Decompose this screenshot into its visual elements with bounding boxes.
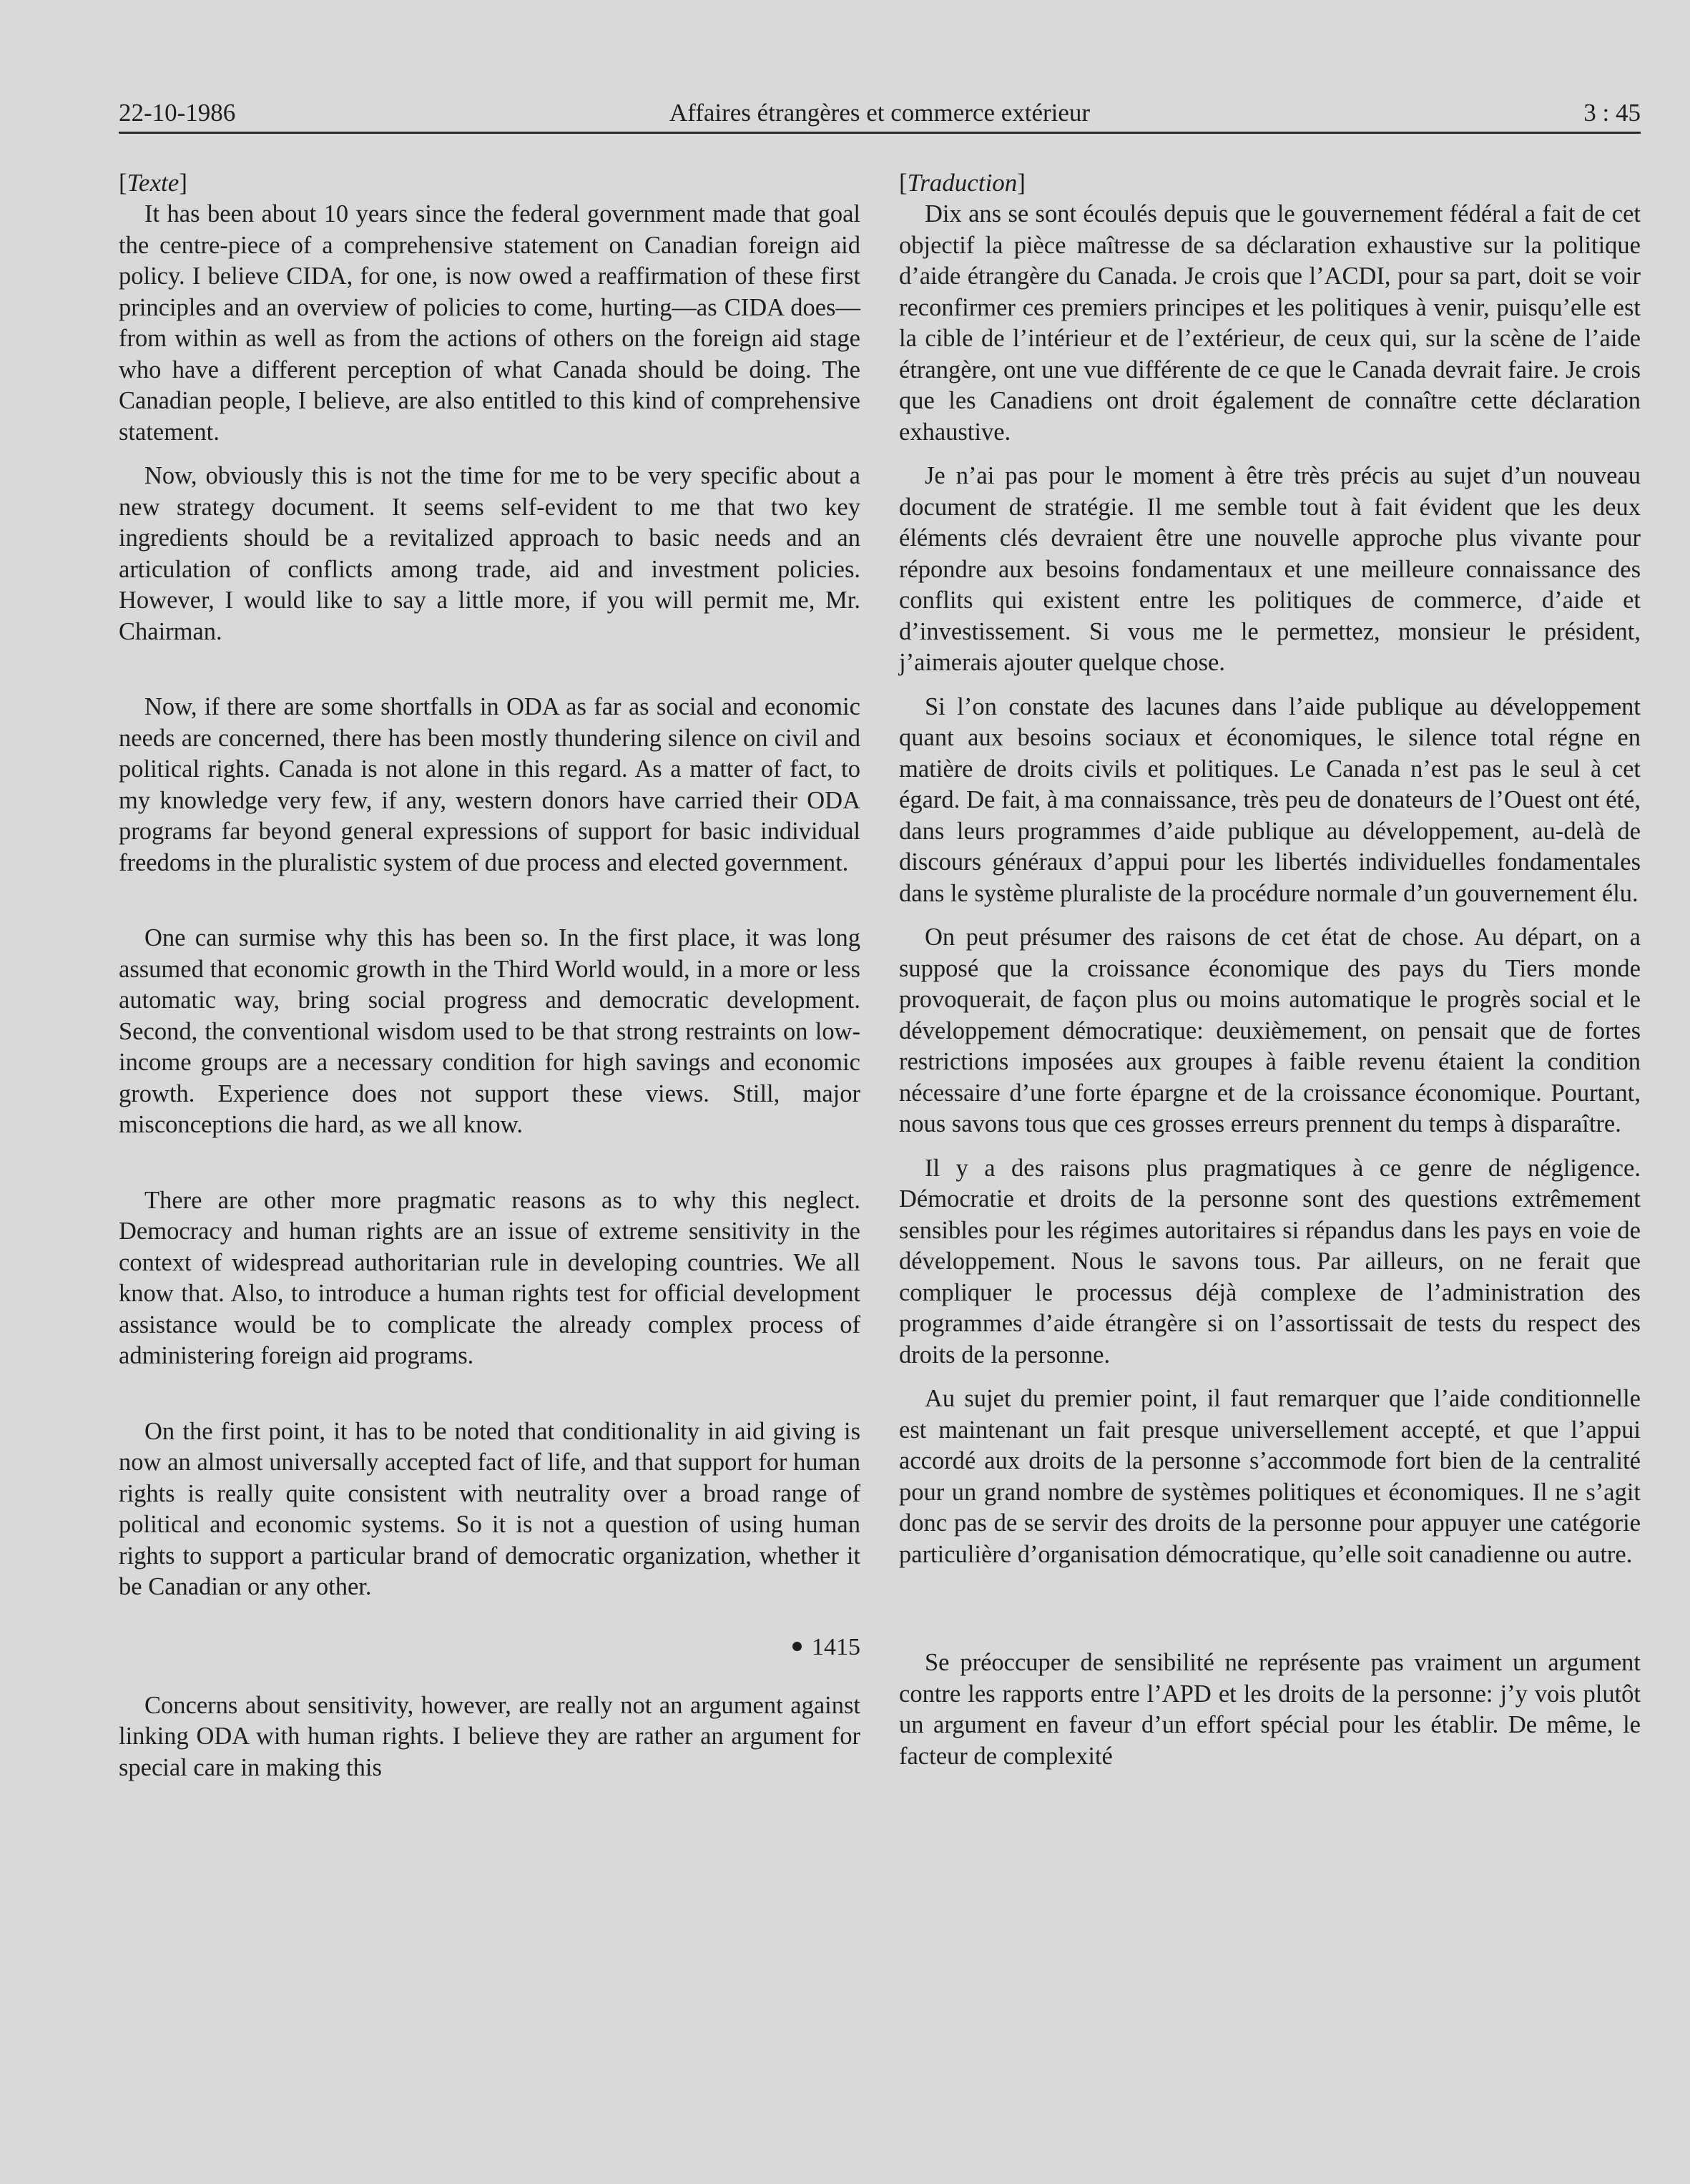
header-page-number: 3 : 45 [1583, 99, 1641, 127]
paragraph: There are other more pragmatic reasons as to why this neglect. Democracy and human rights are an issue of extreme sensitivity in the context of widespread authoritarian rule in developing countries. We all know that. Also, to introduce a human rights test for official development assistance would be to complicate the already complex process of administering foreign aid programs. [119, 1186, 860, 1369]
french-column [899, 167, 1641, 1772]
paragraph: It has been about 10 years since the federal government made that goal the centre-piece of a comprehensive statement on Canadian foreign aid policy. I believe CIDA, for one, is now owed a reaffirmation of these first principles and an overview of policies to come, hurting—as CIDA does—from within as well as from the actions of others on the foreign aid stage who have a different perception of what Canada should be doing. The Canadian people, I believe, are also entitled to this kind of comprehensive statement. [119, 200, 860, 446]
page-header [119, 94, 1641, 134]
paragraph: On peut présumer des raisons de cet état de chose. Au départ, on a supposé que la croissance économique des pays du Tiers monde provoquerait, de façon plus ou moins automatique le progrès social et le développement démocratique: deuxièmement, on pensait que de fortes restrictions imposées aux groupes à faible revenu étaient la condition nécessaire d’une forte épargne et de la croissance économique. Pourtant, nous savons tous que ces grosses erreurs prennent du temps à disparaître. [899, 924, 1641, 1137]
header-date: 22-10-1986 [119, 99, 236, 127]
paragraph: On the first point, it has to be noted that conditionality in aid giving is now an almost universally accepted fact of life, and that support for human rights is really quite consistent with neutrality over a broad range of political and economic systems. So it is not a question of using human rights to support a particular brand of democratic organization, whether it be Canadian or any other. [119, 1417, 860, 1600]
time-marker [119, 1632, 860, 1663]
paragraph: Je n’ai pas pour le moment à être très précis au sujet d’un nouveau document de stratégie. Il me semble tout à fait évident que les deux éléments clés devraient être une nouvelle approche plus vivante pour répondre aux besoins fondamentaux et une meilleure connaissance des conflits qui existent entre les politiques de commerce, d’aide et d’investissement. Si vous me le permettez, monsieur le président, j’aimerais ajouter quelque chose. [899, 462, 1641, 676]
section-label-text: [Texte] [119, 169, 187, 197]
paragraph: Concerns about sensitivity, however, are really not an argument against linking ODA with human rights. I believe they are rather an argument for special care in making this [119, 1691, 860, 1781]
time-marker-value: 1415 [812, 1633, 860, 1660]
section-label-text: [Traduction] [899, 169, 1026, 197]
english-column [119, 167, 860, 1783]
paragraph: Dix ans se sont écoulés depuis que le gouvernement fédéral a fait de cet objectif la pièce maîtresse de sa déclaration exhaustive sur la politique d’aide étrangère du Canada. Je crois que l’ACDI, pour sa part, doit se voir reconfirmer ces premiers principes et les politiques à venir, puisqu’elle est la cible de l’intérieur et de l’extérieur, de ceux qui, sur la scène de l’aide étrangère, ont une vue différente de ce que le Canada devrait faire. Je crois que les Canadiens ont droit également de connaître cette déclaration exhaustive. [899, 200, 1641, 446]
section-label: Traduction [907, 169, 1018, 197]
paragraph: Now, if there are some shortfalls in ODA as far as social and economic needs are concerned, there has been mostly thundering silence on civil and political rights. Canada is not alone in this regard. As a matter of fact, to my knowledge very few, if any, western donors have carried their ODA programs far beyond general expressions of support for basic individual freedoms in the pluralistic system of due process and elected government. [119, 693, 860, 876]
section-label: Texte [127, 169, 180, 197]
paragraph: Now, obviously this is not the time for me to be very specific about a new strategy document. It seems self-evident to me that two key ingredients should be a revitalized approach to basic needs and an articulation of conflicts among trade, aid and investment policies. However, I would like to say a little more, if you will permit me, Mr. Chairman. [119, 462, 860, 645]
paragraph: Se préoccuper de sensibilité ne représente pas vraiment un argument contre les rapports entre l’APD et les droits de la personne: j’y vois plutôt un argument en faveur d’un effort spécial pour les établir. De même, le facteur de complexité [899, 1649, 1641, 1770]
paragraph: Si l’on constate des lacunes dans l’aide publique au développement quant aux besoins sociaux et économiques, le silence total régne en matière de droits civils et politiques. Le Canada n’est pas le seul à cet égard. De fait, à ma connaissance, très peu de donateurs de l’Ouest ont été, dans leurs programmes d’aide publique au développement, au-delà de discours généraux d’appui pour les libertés individuelles fondamentales dans le système pluraliste de la procédure normale d’un gouvernement élu. [899, 692, 1641, 907]
bullet-icon [792, 1642, 802, 1651]
paragraph: Au sujet du premier point, il faut remarquer que l’aide conditionnelle est maintenant un fait presque universellement accepté, et que l’appui accordé aux droits de la personne s’accommode fort bien de la centralité pour un grand nombre de systèmes politiques et économiques. Il ne s’agit donc pas de se servir des droits de la personne pour appuyer une catégorie particulière d’organisation démocratique, qu’elle soit canadienne ou autre. [899, 1385, 1641, 1568]
header-title: Affaires étrangères et commerce extérieur [669, 99, 1091, 127]
paragraph: Il y a des raisons plus pragmatiques à ce genre de négligence. Démocratie et droits de la personne sont des questions extrêmement sensibles pour les régimes autoritaires si répandus dans les pays en voie de développement. Nous le savons tous. Par ailleurs, on ne ferait que compliquer le processus déjà complexe de l’administration des programmes d’aide étrangère si on l’assortissait de tests du respect des droits de la personne. [899, 1154, 1641, 1368]
paragraph: One can surmise why this has been so. In the first place, it was long assumed that economic growth in the Third World would, in a more or less automatic way, bring social progress and democratic development. Second, the conventional wisdom used to be that strong restraints on low-income groups are a necessary condition for high savings and economic growth. Experience does not support these views. Still, major misconceptions die hard, as we all know. [119, 924, 860, 1138]
